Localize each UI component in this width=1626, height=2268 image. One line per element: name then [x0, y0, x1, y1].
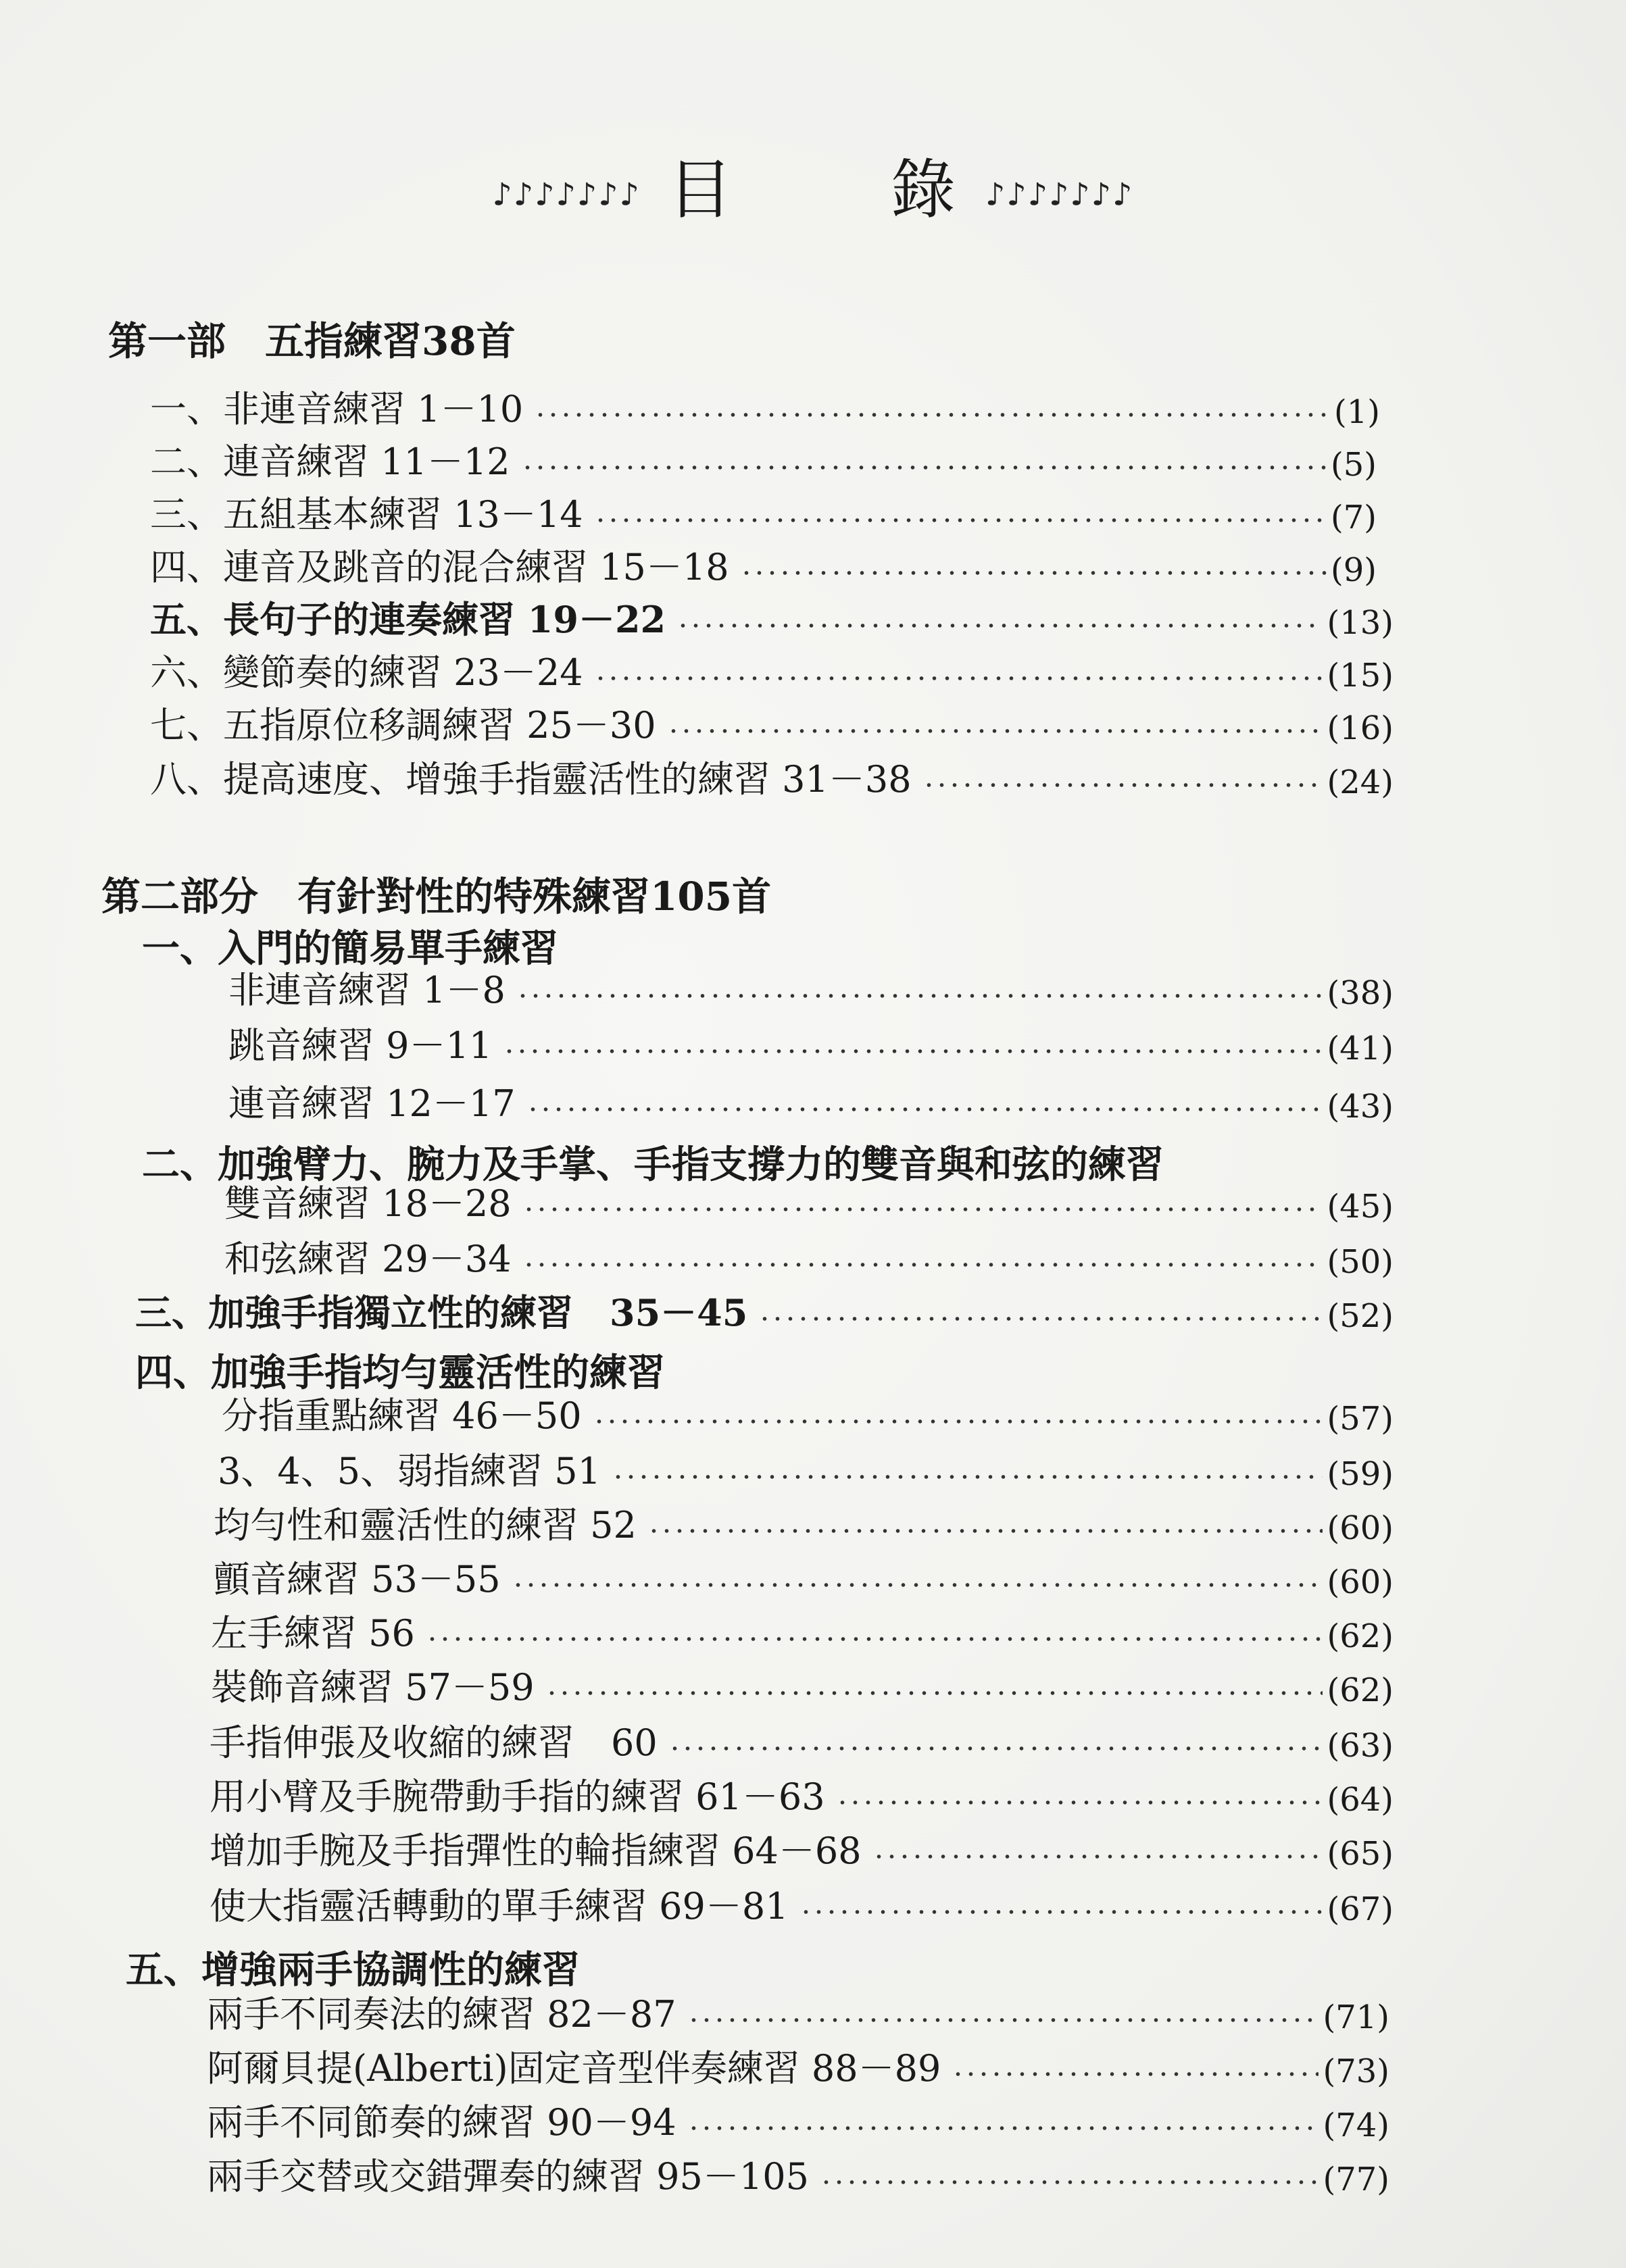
- toc-entry[interactable]: 左手練習 56 (62): [211, 1612, 1394, 1655]
- toc-entry[interactable]: 非連音練習 1－8 (38): [228, 969, 1394, 1012]
- toc-entry[interactable]: 連音練習 12－17 (43): [228, 1082, 1394, 1126]
- toc-entry[interactable]: 3、4、5、弱指練習 51 (59): [218, 1450, 1394, 1493]
- toc-entry[interactable]: 兩手交替或交錯彈奏的練習 95－105 (77): [207, 2155, 1389, 2198]
- toc-title: [0, 138, 1626, 231]
- toc-entry[interactable]: 顫音練習 53－55 (60): [214, 1558, 1394, 1601]
- toc-entry[interactable]: 五、長句子的連奏練習 19－22 (13): [150, 598, 1394, 642]
- toc-entry[interactable]: 手指伸張及收縮的練習 60 (63): [210, 1721, 1394, 1765]
- part2-group2-heading: 二、加強臂力、腕力及手掌、手指支撐力的雙音與和弦的練習: [142, 1142, 1164, 1187]
- part2-group4-heading: 四、加強手指均勻靈活性的練習: [135, 1351, 665, 1395]
- title-word-2: 錄: [891, 152, 958, 228]
- toc-entry[interactable]: 八、提高速度、增強手指靈活性的練習 31－38 (24): [150, 758, 1394, 801]
- part1-heading: 第一部 五指練習38首: [108, 318, 516, 364]
- toc-entry[interactable]: 阿爾貝提(Alberti)固定音型伴奏練習 88－89 (73): [207, 2047, 1389, 2090]
- toc-entry[interactable]: 一、非連音練習 1－10 (1): [150, 388, 1380, 431]
- part2-heading: 第二部分 有針對性的特殊練習105首: [101, 874, 772, 919]
- toc-entry[interactable]: 四、連音及跳音的混合練習 15－18 (9): [150, 546, 1377, 589]
- toc-entry[interactable]: 和弦練習 29－34 (50): [224, 1238, 1394, 1281]
- toc-entry[interactable]: 雙音練習 18－28 (45): [224, 1182, 1394, 1226]
- toc-entry[interactable]: 六、變節奏的練習 23－24 (15): [150, 651, 1394, 695]
- part2-group5-heading: 五、增強兩手協調性的練習: [126, 1948, 580, 1992]
- toc-entry[interactable]: 分指重點練習 46－50 (57): [222, 1394, 1394, 1438]
- music-notes-left-icon: ♪♪♪♪♪♪♪: [492, 176, 641, 213]
- toc-entry[interactable]: 跳音練習 9－11 (41): [228, 1024, 1394, 1067]
- toc-entry[interactable]: 二、連音練習 11－12 (5): [150, 440, 1377, 484]
- music-notes-right-icon: ♪♪♪♪♪♪♪: [985, 176, 1134, 213]
- toc-entry[interactable]: 三、加強手指獨立性的練習 35－45 (52): [135, 1291, 1394, 1335]
- toc-entry[interactable]: 兩手不同節奏的練習 90－94 (74): [207, 2101, 1389, 2144]
- toc-entry[interactable]: 增加手腕及手指彈性的輪指練習 64－68 (65): [210, 1830, 1394, 1873]
- title-word-1: 目: [668, 152, 735, 228]
- toc-entry[interactable]: 三、五組基本練習 13－14 (7): [150, 493, 1377, 536]
- part2-group1-heading: 一、入門的簡易單手練習: [142, 926, 558, 971]
- toc-entry[interactable]: 使大指靈活轉動的單手練習 69－81 (67): [210, 1885, 1394, 1928]
- toc-entry[interactable]: 兩手不同奏法的練習 82－87 (71): [207, 1993, 1389, 2036]
- toc-entry[interactable]: 裝飾音練習 57－59 (62): [211, 1666, 1394, 1709]
- toc-entry[interactable]: 用小臂及手腕帶動手指的練習 61－63 (64): [210, 1775, 1394, 1819]
- toc-entry[interactable]: 均勻性和靈活性的練習 52 (60): [214, 1504, 1394, 1547]
- toc-entry[interactable]: 七、五指原位移調練習 25－30 (16): [150, 704, 1394, 747]
